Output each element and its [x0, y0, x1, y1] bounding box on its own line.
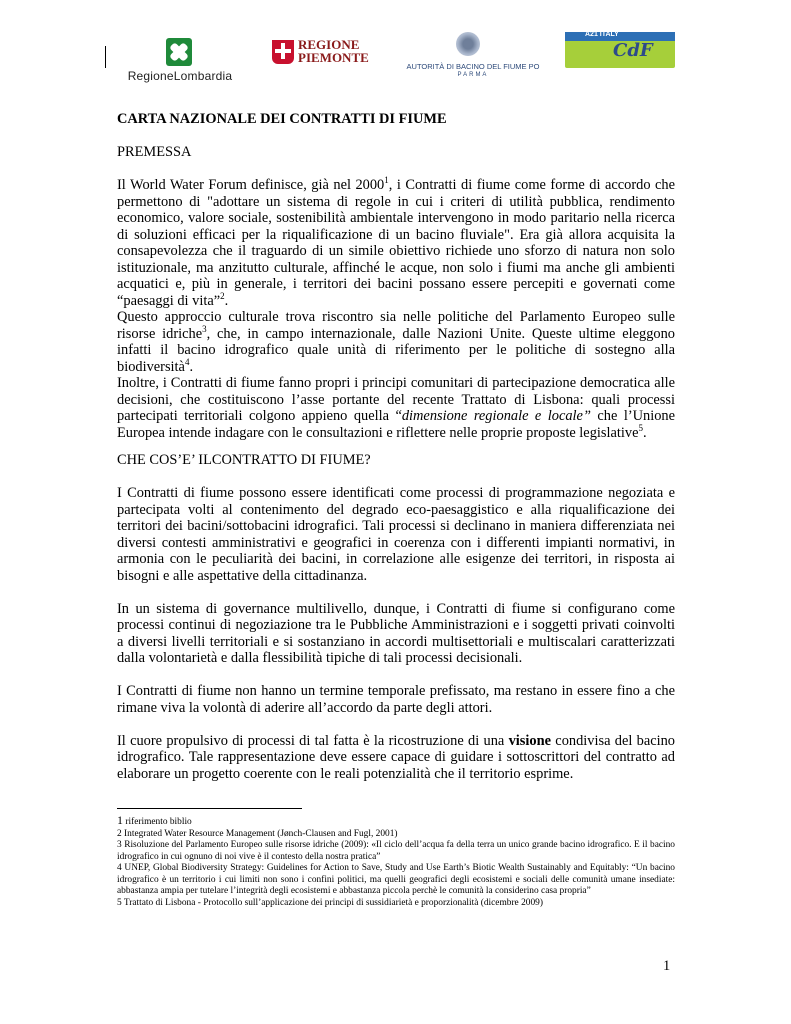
piemonte-line1: REGIONE [298, 37, 360, 52]
p2-text-a: Questo approccio culturale trova riscontro sia nelle politiche del Parlamento Europeo sulle risorse idriche [117, 309, 675, 342]
section2-heading: CHE COS’E’ ILCONTRATTO DI FIUME? [117, 452, 371, 468]
autorita-line1: AUTORITÀ DI BACINO DEL FIUME PO [406, 62, 540, 71]
premessa-heading: PREMESSA [117, 144, 192, 160]
footnote-ref-5: 5 [638, 422, 643, 433]
footnote-ref-1: 1 [384, 175, 389, 186]
cdf-main-text: CdF [613, 40, 653, 61]
contratto-section [117, 452, 675, 782]
piemonte-shield-icon [272, 40, 294, 64]
footnote-1-number: 1 [117, 813, 123, 827]
p3-text-a: Inoltre, i Contratti di fiume fanno propri i principi comunitari di partecipazione democratica alle decisioni, che costituiscono l’asse portante del recente Trattato di Lisbona: quali processi partecipati territoriali colgono appieno quella “ [117, 375, 675, 424]
autorita-bacino-po-logo [398, 32, 548, 86]
p3-emphasis: dimensione regionale e locale” [401, 408, 591, 424]
footnote-3: 3 Risoluzione del Parlamento Europeo sulle risorse idriche (2009): «Il ciclo dell’acqua fa della terra un unico grande bacino idrografico. E il bacino idrografico in cui ognuno di noi vive è il contesto della nostra pratica” [117, 840, 675, 862]
footnote-2: 2 Integrated Water Resource Management (Jønch-Clausen and Fugl, 2001) [117, 828, 398, 839]
p1-text-c: . [224, 292, 229, 309]
paragraph-7 [117, 733, 675, 783]
footnote-5: 5 Trattato di Lisbona - Protocollo sull’applicazione dei principi di sussidiarietà e proporzionalità (dicembre 2009) [117, 897, 543, 908]
paragraph-3 [117, 375, 675, 441]
p2-text-c: . [189, 358, 194, 375]
piemonte-line2: PIEMONTE [298, 50, 369, 65]
regione-piemonte-logo [272, 37, 369, 68]
paragraph-1 [117, 177, 675, 309]
piemonte-logo-text [298, 38, 369, 64]
footnote-1 [117, 815, 675, 829]
p7-text-a: Il cuore propulsivo di processi di tal fatta è la ricostruzione di una [117, 732, 509, 749]
p3-text-c: . [642, 424, 647, 441]
premessa-section [117, 144, 675, 441]
paragraph-6: I Contratti di fiume non hanno un termine temporale prefissato, ma restano in essere fino a che rimane viva la volontà di aderire all’accordo da parte degli attori. [117, 683, 675, 716]
document-title: CARTA NAZIONALE DEI CONTRATTI DI FIUME [117, 111, 447, 127]
header-logos [100, 30, 700, 90]
footnotes [117, 815, 675, 909]
p7-bold: visione [508, 732, 551, 749]
italian-emblem-icon [456, 32, 480, 56]
paragraph-2 [117, 309, 675, 375]
footnote-1-text: riferimento biblio [123, 817, 192, 827]
cdf-top-text: A21 ITALY [585, 31, 619, 38]
page-number: 1 [663, 958, 671, 974]
footnote-ref-2: 2 [220, 290, 225, 301]
cdf-logo [565, 32, 675, 68]
footnote-ref-3: 3 [202, 323, 207, 334]
p1-text-b: , i Contratti di fiume come forme di accordo che permettono di "adottare un sistema di regole in cui i criteri di utilità pubblica, rendimento economico, valore sociale, sostenibilità ambientale intervengono in modo paritario nella ricerca di soluzioni efficaci per la riqualificazione di un bacino fluviale". Era già allora acquisita la consapevolezza che il traguardo di un simile obiettivo richiede uno sforzo di natura non solo istituzionale, ma anzitutto culturale, affinché le acque, non solo i fiumi ma anche gli ambienti acquatici e, più in generale, i territori dei bacini possano essere percepiti e governati come “paesaggi di vita” [117, 177, 676, 309]
footnote-ref-4: 4 [184, 356, 190, 367]
regione-lombardia-logo [120, 38, 240, 88]
footnote-4: 4 UNEP, Global Biodiversity Strategy: Guidelines for Action to Save, Study and Use Earth’s Biotic Wealth Sustainably and Equitably: “Un bacino idrografico è un territorio i cui limiti non sono i confini politici, ma quelli geografici degli ecosistemi e sociali delle comunità umane insediate: abbastanza ampia per tutelare l’integrità degli ecosistemi e abbastanza piccola perchè le comunità la considerino casa propria” [117, 863, 675, 896]
p1-text-a: Il World Water Forum definisce, già nel 2000 [117, 177, 385, 193]
paragraph-4: I Contratti di fiume possono essere identificati come processi di programmazione negoziata e partecipata volti al contenimento del degrado eco-paesaggistico e alla riqualificazione dei territori dei bacini/sottobacini idrografici. Tali processi si declinano in maniera differenziata nei diversi contesti amministrativi e geografici in coerenza con i differenti impianti normativi, in armonia con le peculiarità dei bacini, in correlazione alle esigenze dei territori, in risposta ai bisogni e alle aspettative della cittadinanza. [117, 485, 675, 584]
paragraph-5: In un sistema di governance multilivello, dunque, i Contratti di fiume si configurano come processi continui di negoziazione tra le Pubbliche Amministrazioni e i soggetti privati coinvolti a diversi livelli territoriali e si sostanziano in accordi multisettoriali e multiscalari caratterizzati dalla volontarietà e dalla flessibilità tipiche di tali processi decisionali. [117, 600, 675, 666]
lombardia-logo-text: RegioneLombardia [127, 69, 233, 83]
lombardia-rose-icon [166, 38, 192, 66]
autorita-logo-text [398, 62, 548, 80]
footnote-separator [117, 808, 302, 809]
p7-text-b: condivisa del bacino idrografico. Tale rappresentazione deve essere capace di guidare i sottoscrittori del contratto ad elaborare un progetto coerente con le reali potenzialità che il territorio esprime. [117, 732, 675, 782]
autorita-line2: PARMA [457, 72, 489, 78]
p2-text-b: , che, in campo internazionale, dalle Nazioni Unite. Queste ultime eleggono infatti il bacino idrografico quale unità di riferimento per le politiche di sostegno alla biodiversità [117, 325, 675, 375]
header-divider [105, 46, 106, 68]
p3-text-b: che l’Unione Europea intende indagare con le consultazioni e riflettere nelle proprie proposte legislative [117, 408, 676, 441]
